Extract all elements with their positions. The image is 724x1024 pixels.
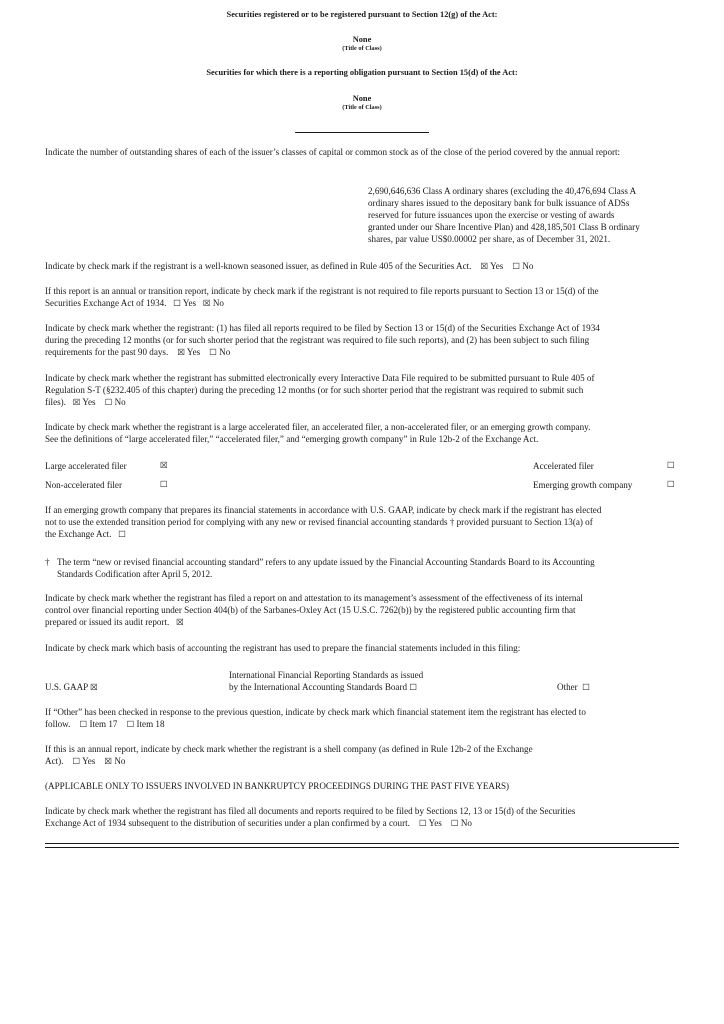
seasoned-no-label: No [522,261,534,271]
section-12g-heading: Securities registered or to be registered pursuant to Section 12(g) of the Act: [226,10,498,19]
bankruptcy-yes-checkbox[interactable]: ☐ [419,819,427,829]
shell-line: If this is an annual report, indicate by check mark whether the registrant is a shell company (as defined in Rule 12b-2 of the Exchange [45,744,533,754]
us-gaap-option [45,681,98,694]
non-accelerated-filer-checkbox[interactable]: ☐ [160,480,168,490]
basis-question: Indicate by check mark which basis of accounting the registrant has used to prepare the financial statements included in this filing: [45,643,521,653]
bankruptcy-yes-label: Yes [428,818,442,828]
bankruptcy-line: Indicate by check mark whether the registrant has filed all documents and reports required to be filed by Sections 12, 13 or 15(d) of the Securities [45,806,576,816]
item-17-label: Item 17 [89,719,118,729]
attestation-line: Indicate by check mark whether the registrant has filed a report on and attestation to its management’s assessment of the effectiveness of its internal [45,593,583,603]
bankruptcy-heading: (APPLICABLE ONLY TO ISSUERS INVOLVED IN BANKRUPTCY PROCEEDINGS DURING THE PAST FIVE YEARS) [45,781,510,791]
egc-transition-question [45,504,679,541]
other-item-line: If “Other” has been checked in response to the previous question, indicate by check mark which financial statement item the registrant has elected to [45,707,586,717]
large-accelerated-filer-checkbox[interactable]: ☒ [160,461,168,471]
us-gaap-checkbox[interactable]: ☒ [90,683,98,693]
shell-yes-checkbox[interactable]: ☐ [72,757,81,767]
outstanding-shares-question: Indicate the number of outstanding shares of each of the issuer’s classes of capital or common stock as of the close of the period covered by the annual report: [45,147,621,157]
footnote-line: Standards Codification after April 5, 2012. [57,569,213,579]
seasoned-no-checkbox[interactable]: ☐ [512,262,521,272]
attestation-line: control over financial reporting under Section 404(b) of the Sarbanes-Oxley Act (15 U.S.C. 7262(b)) by the registered public accounting firm that [45,605,576,615]
accelerated-filer-label: Accelerated filer [533,461,594,471]
outstanding-line: granted under our Share Incentive Plan) and 428,185,501 Class B ordinary [368,222,640,232]
title-of-class-1: (Title of Class) [342,45,382,52]
item-18-label: Item 18 [136,719,165,729]
seasoned-yes-label: Yes [490,261,504,271]
not-required-line: Securities Exchange Act of 1934. [45,298,167,308]
interactive-data-question [45,372,679,409]
interactive-no-label: No [114,397,126,407]
interactive-line: Indicate by check mark whether the registrant has submitted electronically every Interactive Data File required to be submitted pursuant to Rule 405 of [45,373,595,383]
section-15d-heading: Securities for which there is a reporting obligation pursuant to Section 15(d) of the Act: [206,68,518,77]
interactive-no-checkbox[interactable]: ☐ [104,398,113,408]
outstanding-line: shares, par value US$0.00002 per share, as of December 31, 2021. [368,234,611,244]
large-accelerated-filer-label: Large accelerated filer [45,461,127,471]
ifrs-checkbox[interactable]: ☐ [409,683,417,693]
filed-all-line: requirements for the past 90 days. [45,347,169,357]
us-gaap-label: U.S. GAAP [45,682,88,692]
not-required-no-label: No [212,298,224,308]
filer-type-line: See the definitions of “large accelerated filer,” “accelerated filer,” and “emerging growth company” in Rule 12b-2 of the Exchange Act. [45,434,539,444]
shell-no-checkbox[interactable]: ☒ [104,757,113,767]
shell-company-question [45,743,679,768]
none-value-2: None [352,94,372,103]
outstanding-line: 2,690,646,636 Class A ordinary shares (excluding the 40,476,694 Class A [368,186,637,196]
outstanding-line: ordinary shares issued to the depositary bank for bulk issuance of ADSs [368,198,630,208]
ifrs-option [229,669,423,694]
filed-all-question [45,322,679,359]
egc-line: the Exchange Act. [45,529,112,539]
outstanding-shares-answer [368,185,688,245]
filed-all-line: during the preceding 12 months (or for such shorter period that the registrant was required to file such reports), and (2) has been subject to such filing [45,335,590,345]
footnote-line: The term “new or revised financial accounting standard” refers to any update issued by the Financial Accounting Standards Board to its Accounting [57,557,595,567]
bankruptcy-question [45,805,679,830]
filed-all-no-checkbox[interactable]: ☐ [209,348,217,358]
other-item-line: follow. [45,719,71,729]
interactive-yes-checkbox[interactable]: ☒ [72,398,81,408]
seasoned-issuer-text: Indicate by check mark if the registrant is a well-known seasoned issuer, as defined in Rule 405 of the Securities Act. [45,261,472,271]
filer-type-question [45,421,679,445]
bankruptcy-no-label: No [460,818,472,828]
item-17-checkbox[interactable]: ☐ [79,720,88,730]
separator-rule [295,132,429,133]
interactive-yes-label: Yes [82,397,96,407]
interactive-line: files). [45,397,66,407]
emerging-growth-checkbox[interactable]: ☐ [667,480,675,490]
outstanding-line: reserved for future issuances upon the exercise or vesting of awards [368,210,615,220]
other-label: Other [557,682,578,692]
attestation-checkbox[interactable]: ☒ [176,618,184,628]
non-accelerated-filer-label: Non-accelerated filer [45,480,122,490]
ifrs-line: by the International Accounting Standards Board [229,682,408,692]
egc-line: not to use the extended transition period for complying with any new or revised financial accounting standards † provided pursuant to Section 13(a) of [45,517,593,527]
attestation-line: prepared or issued its audit report. [45,617,170,627]
not-required-question [45,285,679,310]
ifrs-line: International Financial Reporting Standards as issued [229,670,424,680]
filer-type-line: Indicate by check mark whether the registrant is a large accelerated filer, an accelerated filer, a non-accelerated filer, or an emerging growth company. [45,422,591,432]
bankruptcy-no-checkbox[interactable]: ☐ [450,819,459,829]
not-required-yes-label: Yes [182,298,197,308]
egc-line: If an emerging growth company that prepares its financial statements in accordance with U.S. GAAP, indicate by check mark if the registrant has elected [45,505,602,515]
emerging-growth-label: Emerging growth company [533,480,633,490]
interactive-line: Regulation S-T (§232.405 of this chapter) during the preceding 12 months (or for such shorter period that the registrant was required to submit such [45,385,584,395]
title-of-class-2: (Title of Class) [342,104,382,111]
seasoned-yes-checkbox[interactable]: ☒ [480,262,489,272]
shell-no-label: No [114,756,126,766]
none-value-1: None [352,35,372,44]
filed-all-yes-label: Yes [186,347,201,357]
shell-line: Act). [45,756,64,766]
shell-yes-label: Yes [82,756,96,766]
not-required-line: If this report is an annual or transition report, indicate by check mark if the registrant is not required to file reports pursuant to Section 13 or 15(d) of the [45,286,599,296]
egc-checkbox[interactable]: ☐ [118,530,126,540]
double-rule-divider [45,843,679,848]
dagger-mark: † [45,557,50,567]
footnote [45,556,679,580]
item-18-checkbox[interactable]: ☐ [126,720,135,730]
not-required-no-checkbox[interactable]: ☒ [202,299,211,309]
filed-all-no-label: No [219,347,231,357]
bankruptcy-line: Exchange Act of 1934 subsequent to the distribution of securities under a plan confirmed by a court. [45,818,410,828]
filed-all-yes-checkbox[interactable]: ☒ [177,348,185,358]
filed-all-line: Indicate by check mark whether the registrant: (1) has filed all reports required to be filed by Section 13 or 15(d) of the Securities Exchange Act of 1934 [45,323,600,333]
not-required-yes-checkbox[interactable]: ☐ [173,299,181,309]
seasoned-issuer-question [45,260,679,273]
other-option [557,681,590,694]
other-item-question [45,706,679,731]
attestation-question [45,592,679,629]
accelerated-filer-checkbox[interactable]: ☐ [667,461,675,471]
other-checkbox[interactable]: ☐ [582,683,590,693]
